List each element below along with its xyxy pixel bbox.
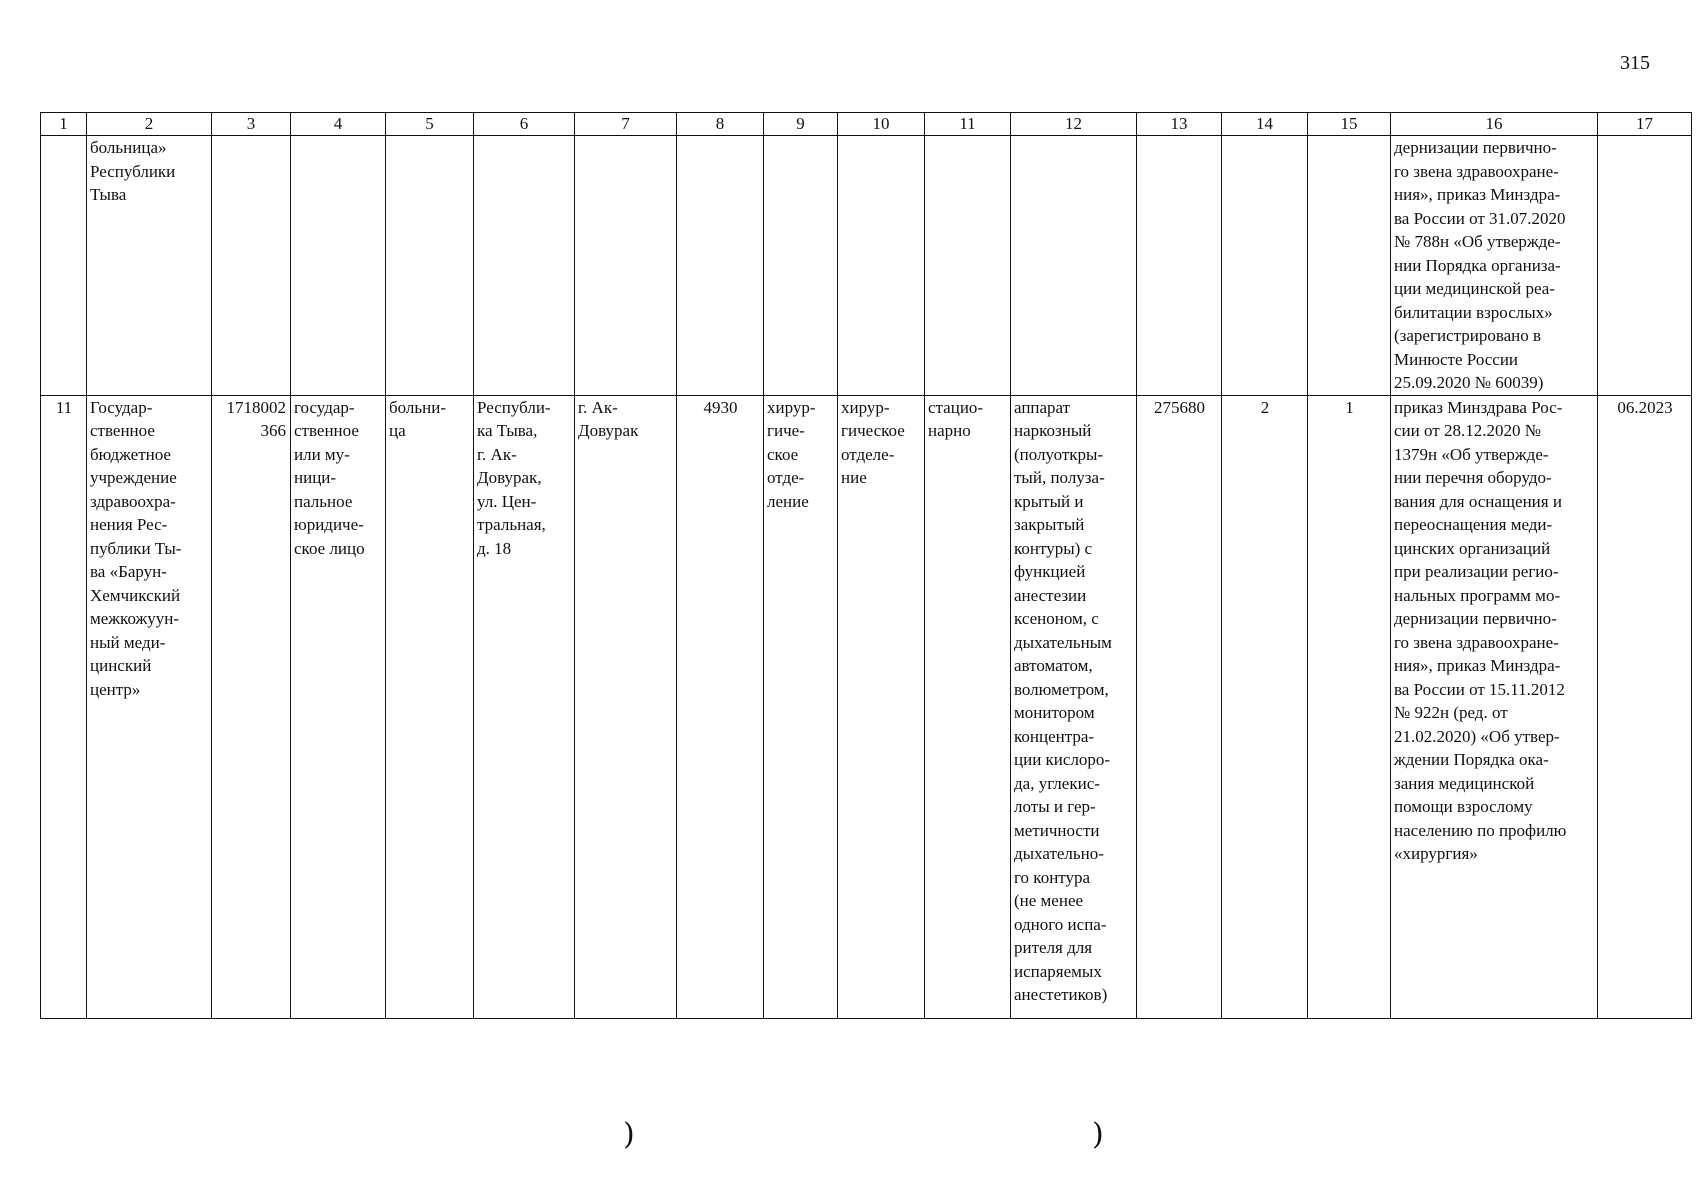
col-header: 14	[1222, 113, 1308, 136]
table-row	[41, 395, 1692, 1018]
col-header: 4	[291, 113, 386, 136]
cell	[386, 136, 474, 396]
col-header: 9	[764, 113, 838, 136]
col-header: 12	[1011, 113, 1137, 136]
bottom-mark: )	[1092, 1117, 1104, 1152]
cell-legal-basis: приказ Минздрава Рос- сии от 28.12.2020 № 1379н «Об утвержде- нии перечня оборудо- вания для оснащения и переоснащения меди- цинских организаций при реализации регио- нальных программ мо- дернизации первично- го звена здравоохране- ния», приказ Минздра- ва России от 15.11.2012 № 922н (ред. от 21.02.2020) «Об утвер- ждении Порядка ока- зания медицинской помощи взрослому населению по профилю «хирургия»	[1391, 395, 1598, 1018]
registry-table	[40, 112, 1692, 1019]
col-header: 3	[212, 113, 291, 136]
col-header: 6	[474, 113, 575, 136]
cell-date	[1598, 136, 1692, 396]
col-header: 15	[1308, 113, 1391, 136]
col-header: 2	[87, 113, 212, 136]
col-header: 7	[575, 113, 677, 136]
cell-equipment: аппарат наркозный (полуоткры- тый, полуза- крытый и закрытый контуры) с функцией анестезии ксеноном, с дыхательным автоматом, волюметром, монитором концентра- ции кислоро- да, углекис- лоты и гер- метичности дыхательно- го контура (не менее одного испа- рителя для испаряемых анестетиков)	[1011, 395, 1137, 1018]
cell-department-equipped: хирур- гическое отделе- ние	[838, 395, 925, 1018]
cell-department: хирур- гиче- ское отде- ление	[764, 395, 838, 1018]
cell	[764, 136, 838, 396]
cell	[575, 136, 677, 396]
col-header: 13	[1137, 113, 1222, 136]
col-header: 11	[925, 113, 1011, 136]
cell-planned-count: 1	[1308, 395, 1391, 1018]
cell-organization: больница» Республики Тыва	[87, 136, 212, 396]
cell	[1011, 136, 1137, 396]
cell	[1137, 136, 1222, 396]
cell-locality: г. Ак- Довурак	[575, 395, 677, 1018]
cell-population: 4930	[677, 395, 764, 1018]
page-number: 315	[1620, 52, 1650, 74]
cell	[212, 136, 291, 396]
col-header: 1	[41, 113, 87, 136]
cell	[291, 136, 386, 396]
cell-legal-basis: дернизации первично- го звена здравоохране- ния», приказ Минздра- ва России от 31.07.2020 № 788н «Об утвержде- нии Порядка организа- ции медицинской реа- билитации взрослых» (зарегистрировано в Минюсте России 25.09.2020 № 60039)	[1391, 136, 1598, 396]
col-header: 16	[1391, 113, 1598, 136]
cell	[838, 136, 925, 396]
cell-code: 275680	[1137, 395, 1222, 1018]
cell-organization: Государ- ственное бюджетное учреждение здравоохра- нения Рес- публики Ты- ва «Барун- Хемчикский межкожуун- ный меди- цинский центр»	[87, 395, 212, 1018]
cell	[677, 136, 764, 396]
cell-date: 06.2023	[1598, 395, 1692, 1018]
col-header: 10	[838, 113, 925, 136]
cell-address: Республи- ка Тыва, г. Ак- Довурак, ул. Цен- тральная, д. 18	[474, 395, 575, 1018]
col-header: 5	[386, 113, 474, 136]
cell-number	[41, 136, 87, 396]
cell-inn: 1718002 366	[212, 395, 291, 1018]
col-header: 8	[677, 113, 764, 136]
cell-facility-type: больни- ца	[386, 395, 474, 1018]
table-row	[41, 136, 1692, 396]
cell	[474, 136, 575, 396]
cell-care-form: стацио- нарно	[925, 395, 1011, 1018]
cell	[1308, 136, 1391, 396]
col-header: 17	[1598, 113, 1692, 136]
cell-legal-form: государ- ственное или му- ници- пальное юридиче- ское лицо	[291, 395, 386, 1018]
column-number-row	[41, 113, 1692, 136]
cell-required-count: 2	[1222, 395, 1308, 1018]
bottom-mark: )	[623, 1117, 635, 1152]
cell	[925, 136, 1011, 396]
cell	[1222, 136, 1308, 396]
cell-number: 11	[41, 395, 87, 1018]
